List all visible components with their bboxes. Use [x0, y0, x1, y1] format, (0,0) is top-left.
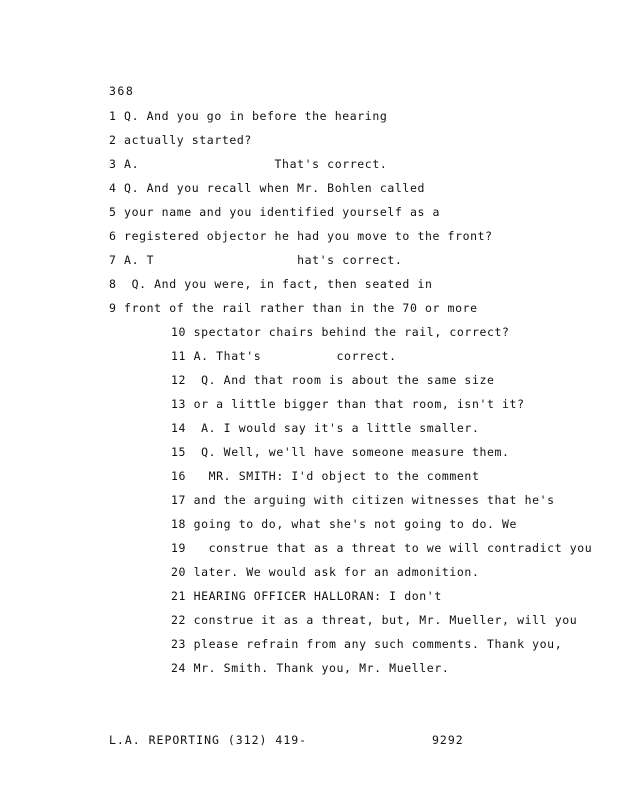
- transcript-line: 13 or a little bigger than that room, isn't it?: [171, 397, 525, 411]
- transcript-line: 17 and the arguing with citizen witnesses that he's: [171, 493, 555, 507]
- transcript-line: 22 construe it as a threat, but, Mr. Mueller, will you: [171, 613, 578, 627]
- transcript-line: 15 Q. Well, we'll have someone measure them.: [171, 445, 510, 459]
- footer-phone-suffix: 9292: [432, 733, 464, 747]
- transcript-line: 4 Q. And you recall when Mr. Bohlen called: [109, 181, 425, 195]
- transcript-line: 1 Q. And you go in before the hearing: [109, 109, 388, 123]
- transcript-line: 16 MR. SMITH: I'd object to the comment: [171, 469, 480, 483]
- transcript-line: 10 spectator chairs behind the rail, correct?: [171, 325, 510, 339]
- transcript-line: 3 A. That's correct.: [109, 157, 388, 171]
- page-number: 368: [109, 84, 135, 98]
- transcript-line: 11 A. That's correct.: [171, 349, 397, 363]
- footer-reporter: L.A. REPORTING (312) 419-: [109, 733, 308, 747]
- transcript-line: 2 actually started?: [109, 133, 252, 147]
- transcript-line: 8 Q. And you were, in fact, then seated in: [109, 277, 433, 291]
- transcript-line: 5 your name and you identified yourself as a: [109, 205, 441, 219]
- transcript-lines: [0, 108, 592, 684]
- transcript-line: 18 going to do, what she's not going to do. We: [171, 517, 518, 531]
- transcript-line: 19 construe that as a threat to we will contradict you: [171, 541, 593, 555]
- transcript-line: 9 front of the rail rather than in the 70 or more: [109, 301, 478, 315]
- transcript-line: 20 later. We would ask for an admonition.: [171, 565, 480, 579]
- transcript-line: 6 registered objector he had you move to the front?: [109, 229, 493, 243]
- transcript-line: 23 please refrain from any such comments. Thank you,: [171, 637, 563, 651]
- transcript-line: 14 A. I would say it's a little smaller.: [171, 421, 480, 435]
- transcript-line: 7 A. T hat's correct.: [109, 253, 403, 267]
- transcript-line: 12 Q. And that room is about the same size: [171, 373, 495, 387]
- transcript-line: 24 Mr. Smith. Thank you, Mr. Mueller.: [171, 661, 450, 675]
- transcript-line: 21 HEARING OFFICER HALLORAN: I don't: [171, 589, 442, 603]
